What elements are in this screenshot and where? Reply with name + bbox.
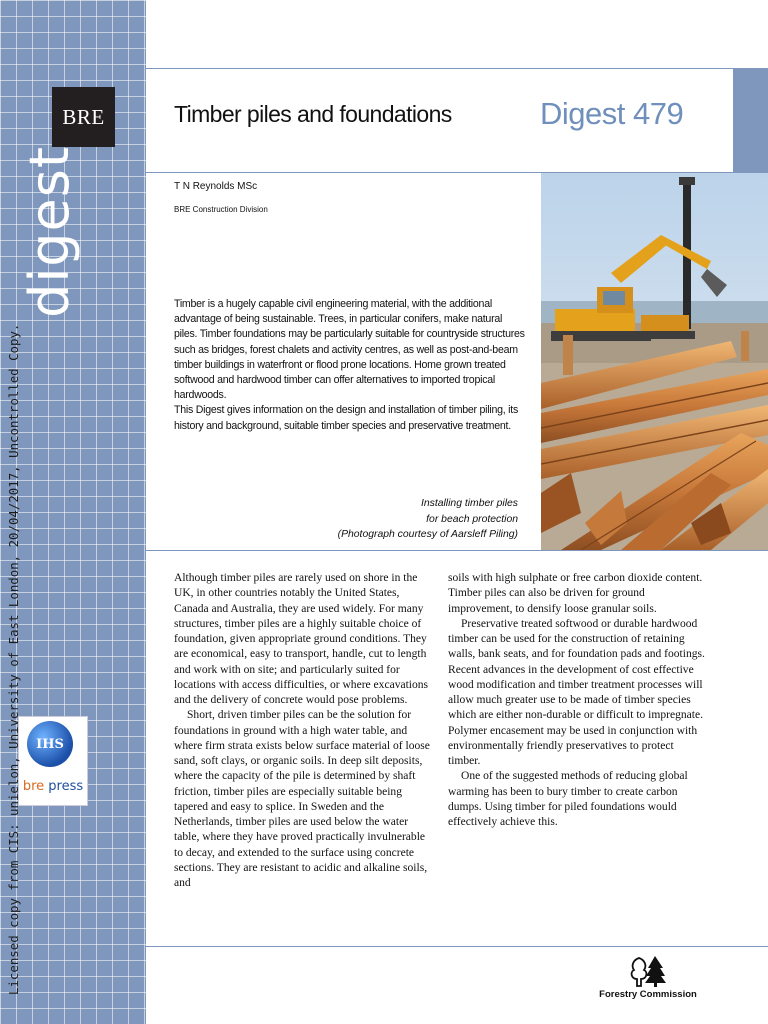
header-top-rule xyxy=(146,68,768,69)
header-blue-tab xyxy=(733,69,768,172)
photo-bottom-rule xyxy=(146,550,768,551)
body-column-left xyxy=(174,571,432,891)
caption-line: Installing timber piles xyxy=(420,498,518,509)
body-column-right xyxy=(448,571,706,830)
body-paragraph: Short, driven timber piles can be the solution for foundations in ground with a high water table, and where firm strata exists below surface material of loose sand, soft clays, or organic soils. In deep silt deposits, where the capacity of the pile is determined by shaft friction, timber piles are especially suitable being tapered and easy to splice. In Sweden and the Netherlands, timber piles are used below the water table, where they have proved practically invulnerable to decay, and extended to the surface using concrete sections. They are resistant to acidic and alkaline soils, and xyxy=(174,709,430,889)
ihs-label: IHS xyxy=(36,736,64,752)
bre-logo-text: BRE xyxy=(62,104,105,129)
license-watermark: Licensed copy from CIS: unielon, University of East London, 20/04/2017, Uncontrolled Copy. xyxy=(6,323,21,995)
page-title: Timber piles and foundations xyxy=(174,101,452,127)
abstract-paragraph: Timber is a hugely capable civil engineering material, with the additional advantage of being sustainable. Trees, in particular conifers, make natural piles. Timber foundations may be particularly suitable for countryside structures such as bridges, forest chalets and activity centres, as well as post-and-beam timber buildings in waterfront or flood prone locations. Home grown treated softwood and hardwood timber can offer alternatives to imported tropical hardwoods. xyxy=(174,298,525,402)
sidebar-digest-word: digest xyxy=(18,145,81,318)
photo-caption xyxy=(300,496,518,543)
ihs-logo-icon xyxy=(27,721,73,767)
abstract xyxy=(174,297,526,434)
author: T N Reynolds MSc xyxy=(174,181,258,192)
timber-piles-photo xyxy=(541,173,768,550)
digest-number: Digest 479 xyxy=(540,96,684,131)
bre-logo xyxy=(52,87,115,147)
body-paragraph: Although timber piles are rarely used on shore in the UK, in other countries notably the United States, Canada and Australia, they are used widely. For many structures, timber piles are a highly suitable choice of foundation, given appropriate ground conditions. They are economical, easy to transport, handle, cut to length and work with on site; and particularly suited for locations with access difficulties, or where excavations and the delivery of concrete would pose problems. xyxy=(174,572,429,706)
publisher-logo xyxy=(18,716,88,806)
tree-icon xyxy=(627,954,667,988)
forestry-commission-label: Forestry Commission xyxy=(599,989,697,1000)
caption-line: (Photograph courtesy of Aarsleff Piling) xyxy=(337,529,518,540)
footer-rule xyxy=(146,946,768,947)
author-division: BRE Construction Division xyxy=(174,205,268,214)
body-paragraph: One of the suggested methods of reducing global warming has been to bury timber to create carbon dumps. Using timber for piled foundations would effectively achieve this. xyxy=(448,770,688,828)
abstract-paragraph: This Digest gives information on the design and installation of timber piling, its history and background, suitable timber species and preservative treatment. xyxy=(174,404,518,432)
caption-line: for beach protection xyxy=(426,513,518,525)
body-paragraph: Preservative treated softwood or durable hardwood timber can be used for the construction of retaining walls, bank seats, and for foundation pads and footings. Recent advances in the development of cost effective wood modification and timber treatment processes will allow much greater use to be made of timber species which are either non-durable or difficult to impregnate. Polymer encasement may be used in conjunction with environmentally friendly preservatives to protect timber. xyxy=(448,617,705,767)
bre-press-logo: bre press xyxy=(22,779,84,794)
body-paragraph: soils with high sulphate or free carbon dioxide content. Timber piles can also be driven for ground improvement, to densify loose granular soils. xyxy=(448,572,703,615)
forestry-commission-logo xyxy=(583,954,713,1004)
